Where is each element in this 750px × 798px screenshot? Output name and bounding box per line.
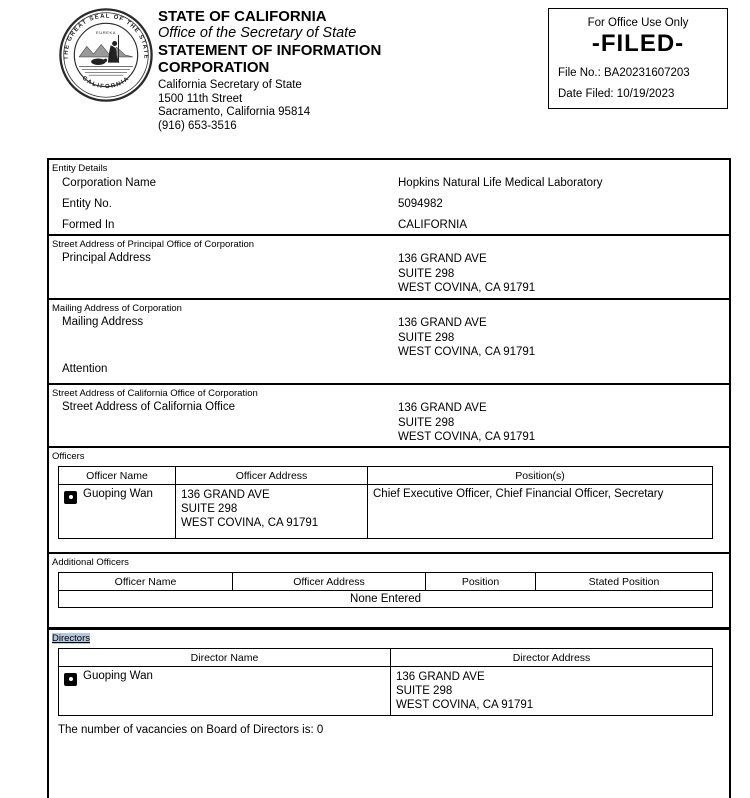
section-entity-details (49, 160, 729, 236)
field-ca-office-address (49, 401, 729, 445)
filed-stamp-box (548, 8, 728, 109)
state-title: STATE OF CALIFORNIA (158, 8, 327, 25)
address-line: WEST COVINA, CA 91791 (398, 431, 536, 443)
section-officers (49, 448, 729, 554)
column-header: Stated Position (536, 573, 713, 591)
field-mailing-address (49, 316, 729, 360)
table-row (59, 485, 713, 539)
field-label: Entity No. (62, 198, 112, 210)
seal-top-text: THE GREAT SEAL OF THE STATE (63, 13, 149, 60)
table-header-row (59, 573, 713, 591)
address-block (398, 252, 729, 296)
address-line: WEST COVINA, CA 91791 (396, 699, 534, 711)
dept-phone: (916) 653-3516 (158, 119, 237, 132)
director-name: Guoping Wan (83, 670, 153, 682)
form-title-line2: CORPORATION (158, 59, 270, 76)
section-label: Street Address of Principal Office of Corporation (52, 239, 255, 250)
filed-stamp: -FILED- (591, 30, 685, 57)
section-label: Additional Officers (52, 557, 129, 568)
section-mailing-address (49, 300, 729, 385)
address-line: 136 GRAND AVE (181, 489, 270, 501)
office-subtitle: Office of the Secretary of State (158, 25, 357, 41)
vacancies-statement: The number of vacancies on Board of Directors is: 0 (58, 724, 324, 736)
table-row (59, 667, 713, 716)
section-principal-address (49, 236, 729, 300)
address-block (398, 401, 729, 445)
seal-figure-head (112, 41, 117, 46)
address-line: 136 GRAND AVE (398, 317, 487, 329)
address-line: 136 GRAND AVE (396, 671, 485, 683)
column-header: Director Name (59, 649, 391, 667)
field-label: Street Address of California Office (62, 401, 236, 413)
officer-name-cell (59, 485, 176, 539)
officer-name: Guoping Wan (83, 488, 153, 500)
column-header: Officer Name (59, 467, 176, 485)
seal-motto-text: EUREKA (96, 29, 116, 35)
directors-table (58, 648, 713, 716)
table-header-row (59, 649, 713, 667)
seal-bear (91, 58, 105, 65)
section-label: Mailing Address of Corporation (52, 303, 182, 314)
field-label: Attention (62, 362, 108, 375)
field-value (398, 363, 729, 375)
field-label: Mailing Address (62, 316, 144, 328)
record-bullet-icon (64, 673, 77, 686)
section-label: Street Address of California Office of Corporation (52, 388, 258, 399)
field-attention (49, 363, 729, 375)
section-additional-officers (49, 554, 729, 630)
director-address-cell (391, 667, 713, 716)
date-filed: Date Filed: 10/19/2023 (558, 88, 675, 100)
field-corporation-name (49, 177, 729, 198)
section-label: Entity Details (52, 163, 108, 174)
section-label: Directors (52, 633, 91, 644)
address-line: 136 GRAND AVE (398, 253, 487, 265)
field-label: Formed In (62, 219, 115, 231)
column-header: Director Address (391, 649, 713, 667)
address-block (398, 316, 729, 360)
section-label: Officers (52, 451, 85, 462)
officer-address-cell (176, 485, 368, 539)
field-entity-no (49, 198, 729, 219)
dept-name: California Secretary of State (158, 79, 302, 91)
section-california-office (49, 385, 729, 448)
document-header (158, 8, 381, 133)
address-line: SUITE 298 (396, 685, 453, 697)
field-principal-address (49, 252, 729, 296)
file-number: File No.: BA20231607203 (558, 67, 690, 79)
field-label: Corporation Name (62, 177, 156, 189)
additional-officers-table (58, 572, 713, 608)
address-line: SUITE 298 (398, 267, 455, 280)
table-header-row (59, 467, 713, 485)
address-line: SUITE 298 (398, 331, 455, 344)
record-bullet-icon (64, 491, 77, 504)
address-line: WEST COVINA, CA 91791 (398, 282, 536, 294)
seal-bear-head (104, 59, 107, 62)
column-header: Officer Address (233, 573, 426, 591)
dept-city: Sacramento, California 95814 (158, 106, 311, 118)
officers-table (58, 466, 713, 539)
column-header: Position(s) (368, 467, 713, 485)
seal-mountains (79, 44, 133, 56)
none-entered-cell: None Entered (59, 591, 713, 608)
seal-water-lines (79, 67, 133, 76)
state-seal-icon (58, 6, 154, 104)
seal-bottom-text: CALIFORNIA (80, 75, 132, 91)
column-header: Officer Name (59, 573, 233, 591)
field-label: Principal Address (62, 252, 151, 264)
for-office-use-label: For Office Use Only (587, 17, 689, 29)
address-line: WEST COVINA, CA 91791 (398, 346, 536, 358)
column-header: Position (426, 573, 536, 591)
california-state-seal (58, 6, 154, 104)
field-value: Hopkins Natural Life Medical Laboratory (398, 177, 603, 189)
field-value: CALIFORNIA (398, 219, 468, 231)
address-line: 136 GRAND AVE (398, 402, 487, 414)
field-value: 5094982 (398, 198, 443, 210)
address-line: SUITE 298 (398, 416, 455, 429)
director-name-cell (59, 667, 391, 716)
officer-positions-cell: Chief Executive Officer, Chief Financial Officer, Secretary (368, 485, 713, 539)
section-directors (49, 630, 729, 736)
statement-body (47, 158, 731, 798)
form-title-line1: STATEMENT OF INFORMATION (158, 42, 382, 59)
address-line: WEST COVINA, CA 91791 (181, 517, 319, 529)
address-line: SUITE 298 (181, 503, 238, 515)
table-row (59, 591, 713, 608)
dept-street: 1500 11th Street (158, 92, 243, 105)
svg-text:CALIFORNIA (81, 76, 132, 91)
column-header: Officer Address (176, 467, 368, 485)
